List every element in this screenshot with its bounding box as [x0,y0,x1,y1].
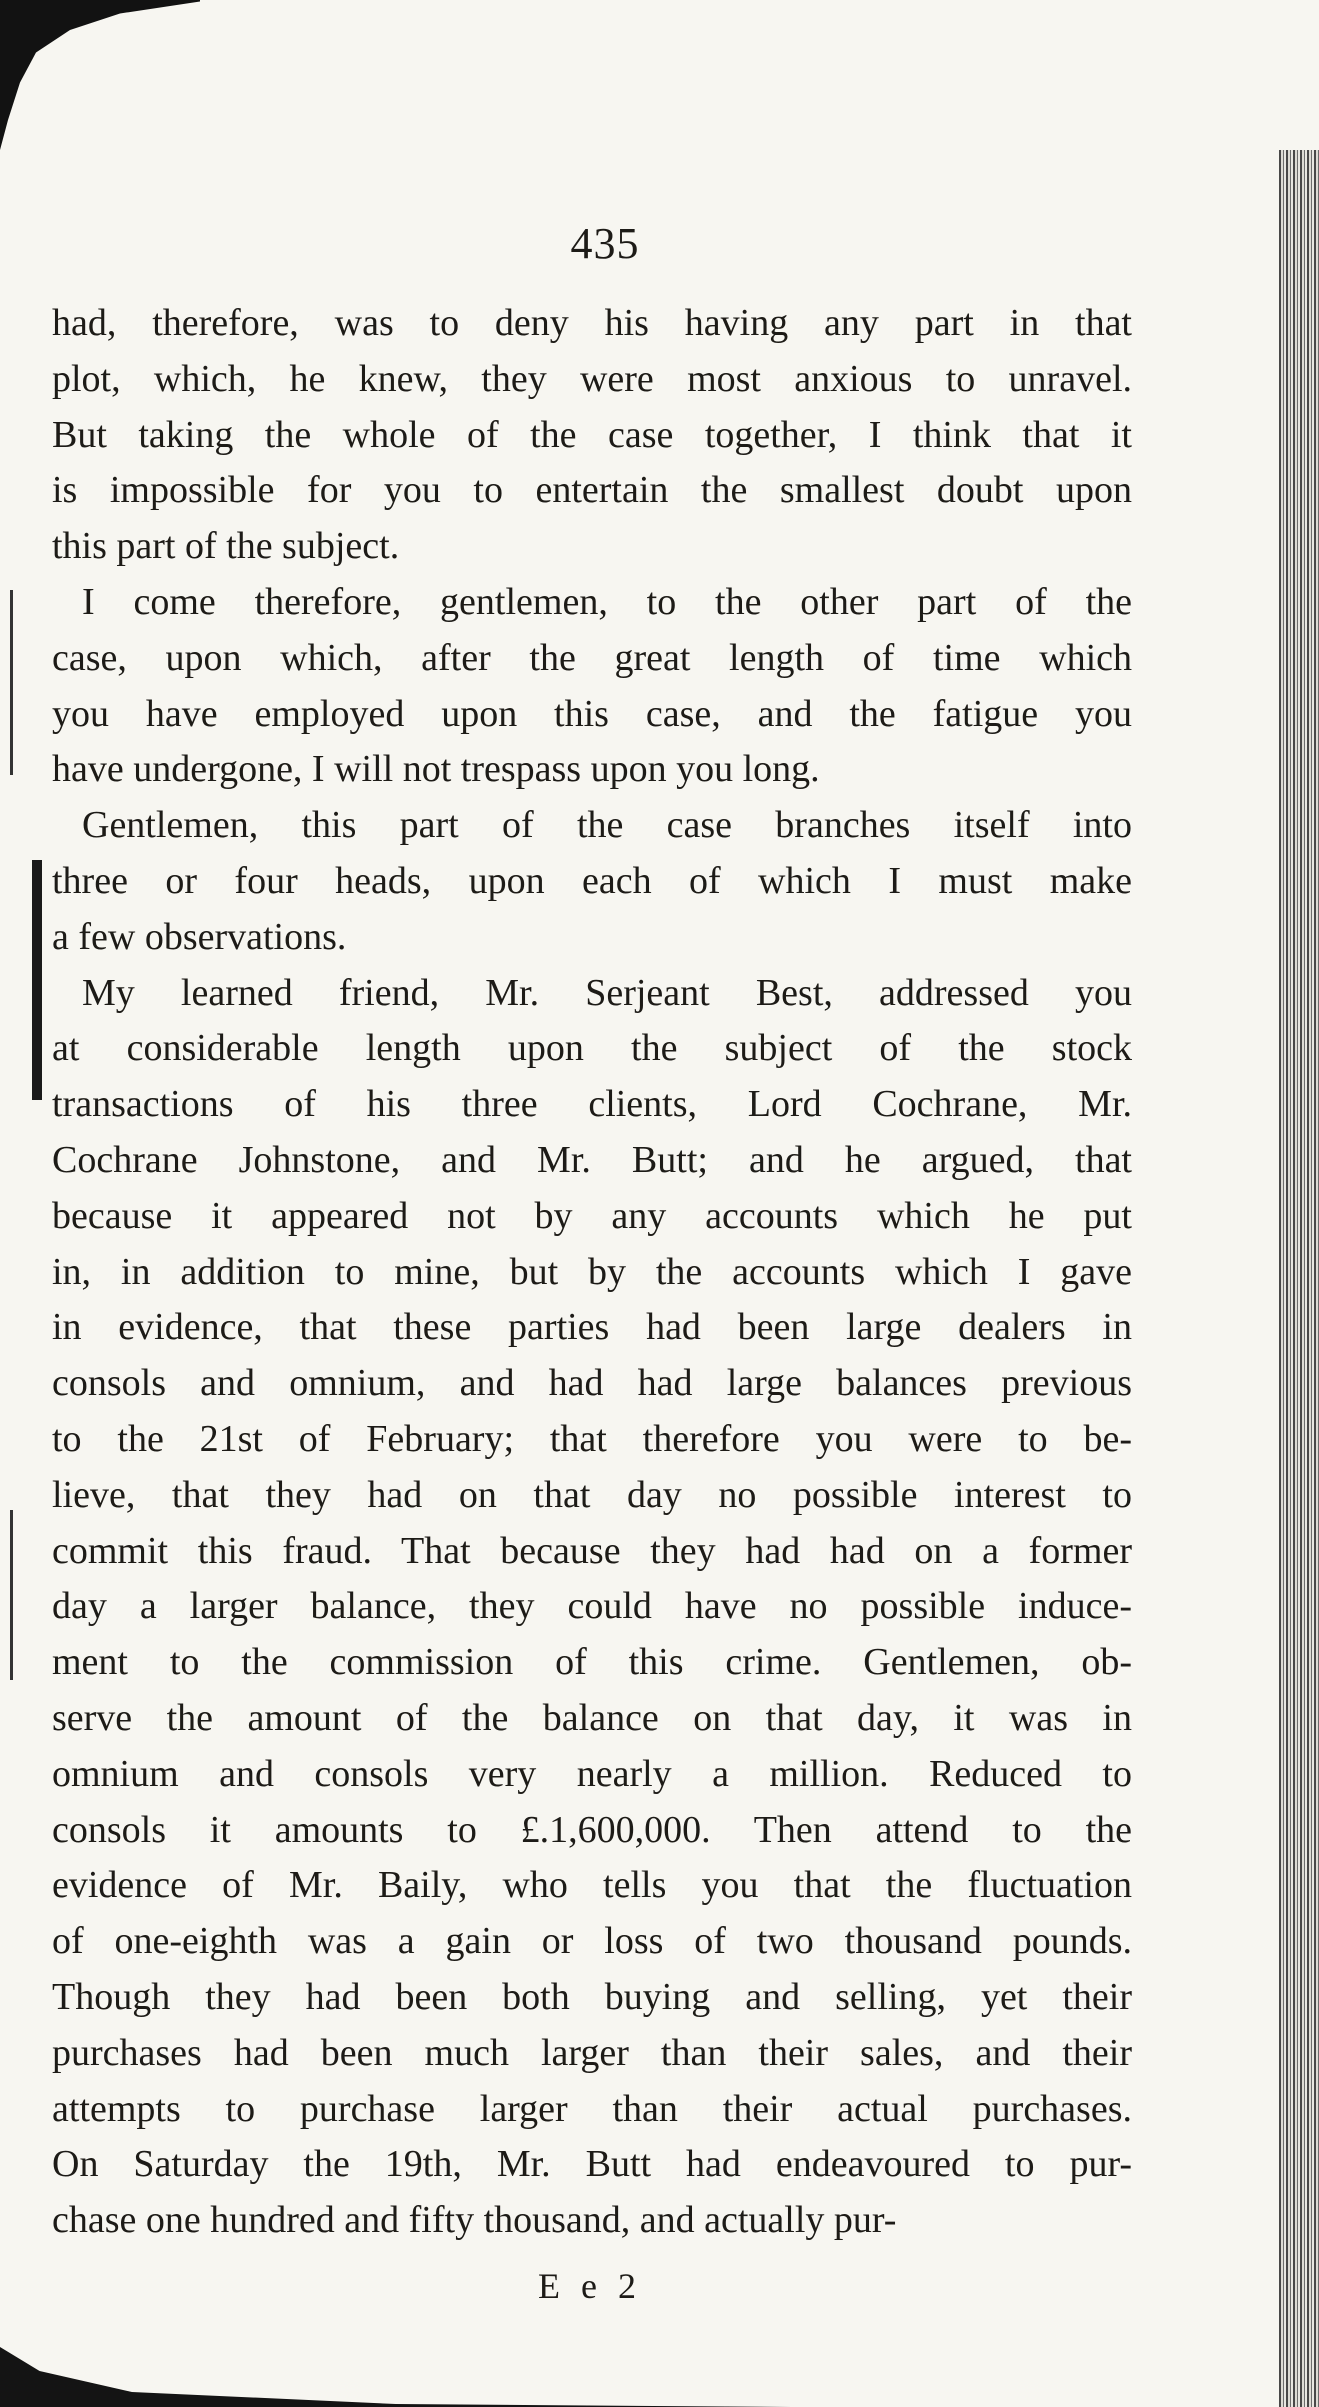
paragraph [52,798,1132,965]
paragraph [52,575,1132,798]
text-line: of one-eighth was a gain or loss of two thousand pounds. [52,1920,1132,1963]
text-line: commit this fraud. That because they had had on a former [52,1529,1132,1572]
text-line: a few observations. [52,915,347,958]
text-line: On Saturday the 19th, Mr. Butt had endeavoured to pur- [52,2143,1132,2186]
text-line: My learned friend, Mr. Serjeant Best, addressed you [82,971,1132,1014]
text-line: you have employed upon this case, and the fatigue you [52,692,1132,735]
text-line: omnium and consols very nearly a million. Reduced to [52,1752,1132,1795]
text-line: at considerable length upon the subject of the stock [52,1027,1132,1070]
text-line: is impossible for you to entertain the smallest doubt upon [52,469,1132,512]
text-line: consols and omnium, and had had large balances previous [52,1362,1132,1405]
paragraph [52,296,1132,575]
margin-mark [32,860,42,1100]
scan-corner-shadow [0,0,200,150]
text-line: in, in addition to mine, but by the accounts which I gave [52,1250,1132,1293]
text-line: three or four heads, upon each of which I must make [52,859,1132,902]
text-line: lieve, that they had on that day no possible interest to [52,1473,1132,1516]
text-line: Cochrane Johnstone, and Mr. Butt; and he argued, that [52,1138,1132,1181]
text-line: day a larger balance, they could have no possible induce- [52,1585,1132,1628]
text-line: serve the amount of the balance on that day, it was in [52,1696,1132,1739]
text-line: transactions of his three clients, Lord Cochrane, Mr. [52,1083,1132,1126]
scan-bottom-shadow [0,2347,1319,2407]
text-line: to the 21st of February; that therefore you were to be- [52,1417,1132,1460]
page-number: 435 [570,219,640,268]
book-binding-edge [1279,150,1319,2407]
text-line: plot, which, he knew, they were most anxious to unravel. [52,357,1132,400]
text-line: I come therefore, gentlemen, to the other part of the [82,580,1132,623]
text-line: because it appeared not by any accounts which he put [52,1194,1132,1237]
text-line: have undergone, I will not trespass upon you long. [52,748,820,791]
text-line: evidence of Mr. Baily, who tells you that the fluctuation [52,1864,1132,1907]
text-line: ment to the commission of this crime. Gentlemen, ob- [52,1641,1132,1684]
text-line: case, upon which, after the great length of time which [52,636,1132,679]
text-line: consols it amounts to £.1,600,000. Then attend to the [52,1808,1132,1851]
text-line: this part of the subject. [52,525,400,568]
signature-mark: E e 2 [538,2266,642,2306]
text-line: in evidence, that these parties had been large dealers in [52,1306,1132,1349]
text-line: purchases had been much larger than their sales, and their [52,2031,1132,2074]
text-line: But taking the whole of the case together, I think that it [52,413,1132,456]
text-line: had, therefore, was to deny his having any part in that [52,302,1132,344]
text-line: Though they had been both buying and selling, yet their [52,1975,1132,2018]
body-text [52,296,1132,2249]
paragraph [52,966,1132,2249]
margin-mark [10,590,13,775]
margin-mark [10,1510,13,1680]
text-line: Gentlemen, this part of the case branches itself into [82,804,1132,847]
text-line: chase one hundred and fifty thousand, and actually pur- [52,2199,897,2242]
text-line: attempts to purchase larger than their actual purchases. [52,2087,1132,2130]
